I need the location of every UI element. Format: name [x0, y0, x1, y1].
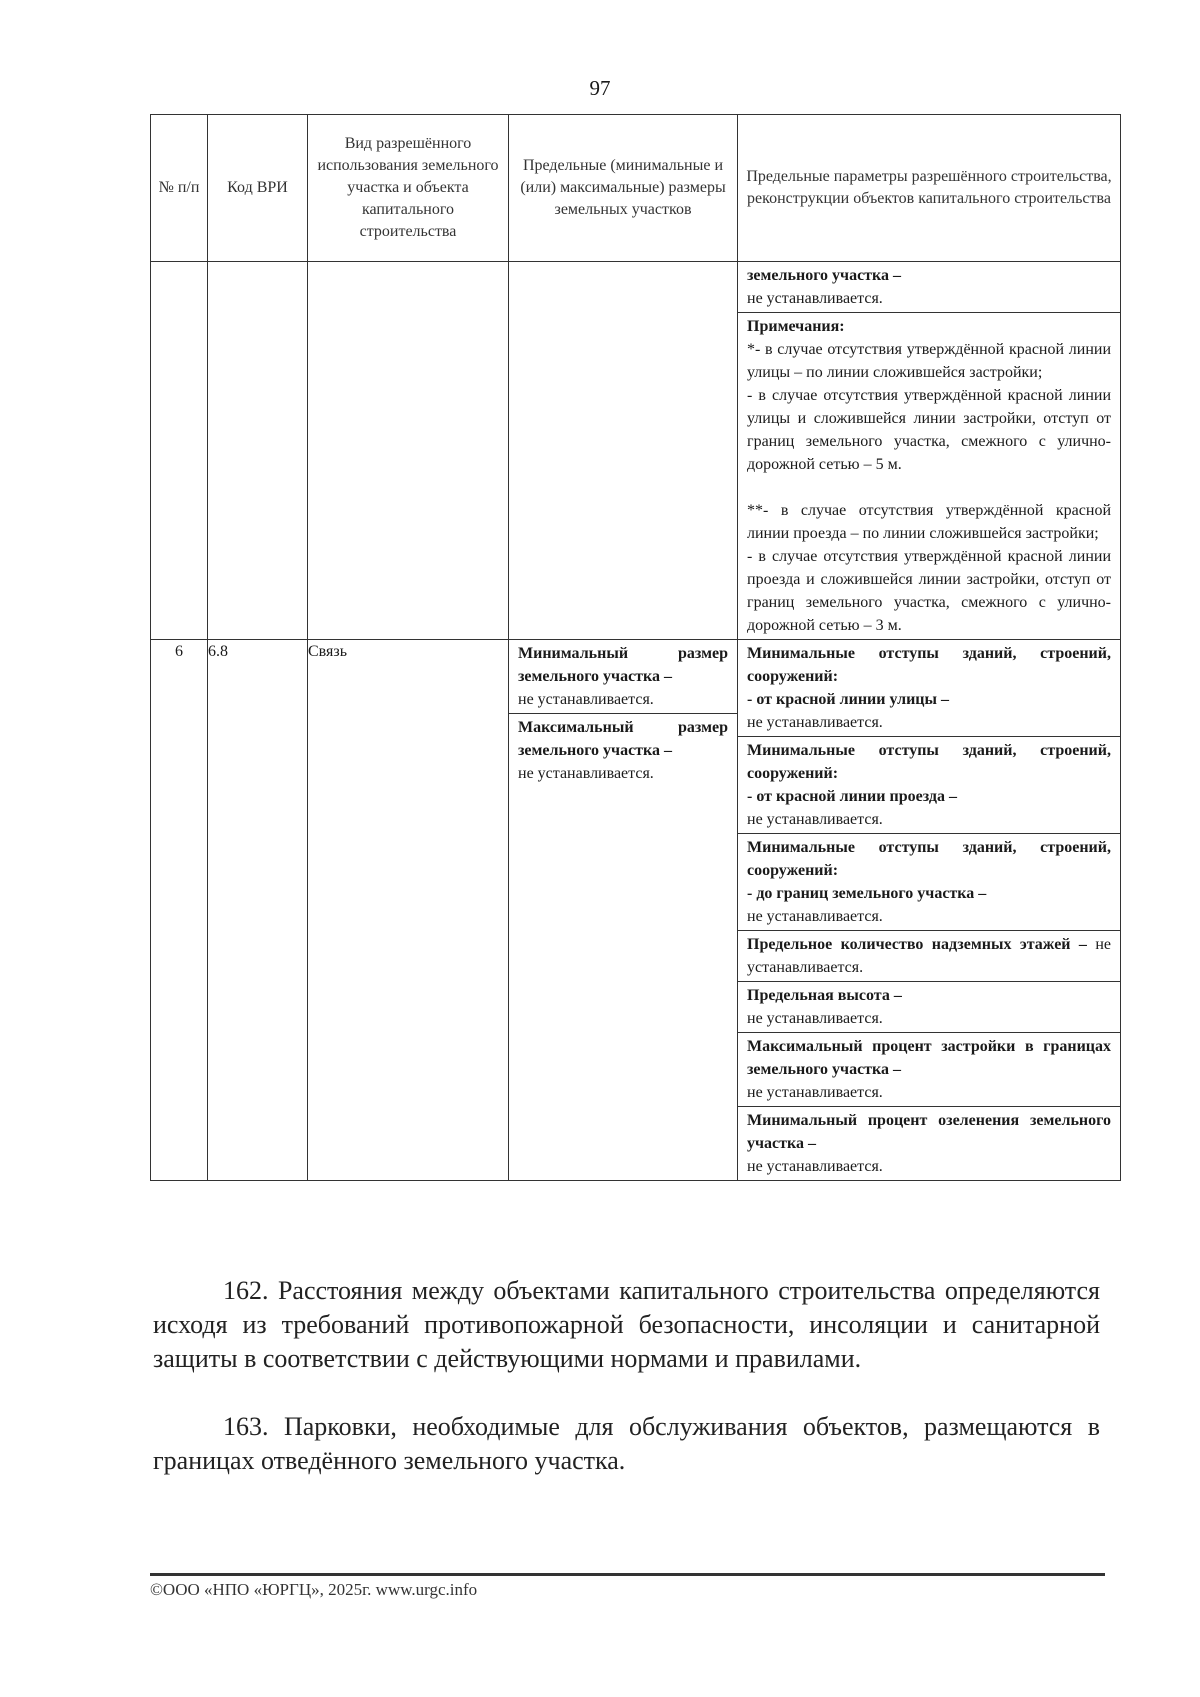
param-bold: Минимальный процент озеленения земельного участка – [747, 1112, 1111, 1152]
header-code: Код ВРИ [208, 115, 308, 262]
param-bold: Минимальные отступы зданий, строений, сооружений: [747, 839, 1111, 879]
param-block [738, 931, 1120, 982]
param-bold: Минимальные отступы зданий, строений, сооружений: [747, 742, 1111, 782]
max-size-bold: Максимальный размер земельного участка – [518, 719, 728, 759]
param-bold: Минимальные отступы зданий, строений, сооружений: [747, 645, 1111, 685]
row-params-cell [738, 640, 1121, 1181]
note-line: *- в случае отсутствия утверждённой красной линии улицы – по линии сложившейся застройки; [747, 341, 1111, 381]
note-line: - в случае отсутствия утверждённой красной линии улицы и сложившейся линии застройки, отступ от границ земельного участка, смежного с улично-дорожной сетью – 5 м. [747, 387, 1111, 473]
min-size-bold: Минимальный размер земельного участка – [518, 645, 728, 685]
param-block [738, 1107, 1120, 1180]
notes-title: Примечания: [747, 318, 845, 335]
zoning-table [150, 114, 1121, 1181]
cont-code-cell [208, 262, 308, 640]
max-size-text: не устанавливается. [518, 765, 654, 782]
min-size-block [509, 640, 737, 714]
param-bold: Предельная высота – [747, 987, 902, 1004]
max-size-block [509, 714, 737, 787]
table-row [151, 262, 1121, 640]
param-text: не устанавливается. [747, 1010, 883, 1027]
min-size-text: не устанавливается. [518, 691, 654, 708]
row-use-name: Связь [308, 640, 509, 1181]
footer-copyright: ©ООО «НПО «ЮРГЦ», 2025г. www.urgc.info [150, 1580, 478, 1599]
cont-num-cell [151, 262, 208, 640]
cont-params-cell [738, 262, 1121, 640]
param-block [738, 262, 1120, 313]
param-text: не устанавливается. [747, 1158, 883, 1175]
param-tail: не устанавливается. [747, 908, 883, 925]
notes-block [738, 313, 1120, 639]
param-text: - от красной линии улицы – [747, 691, 949, 708]
param-block [738, 737, 1120, 834]
param-tail: не устанавливается. [747, 811, 883, 828]
header-use: Вид разрешённого использования земельного участка и объекта капитального строительства [308, 115, 509, 262]
row-num: 6 [151, 640, 208, 1181]
note-line: - в случае отсутствия утверждённой красной линии проезда и сложившейся линии застройки, отступ от границ земельного участка, смежного с улично-дорожной сетью – 3 м. [747, 548, 1111, 634]
header-num: № п/п [151, 115, 208, 262]
param-bold: Максимальный процент застройки в границах земельного участка – [747, 1038, 1111, 1078]
footer-divider [150, 1573, 1105, 1576]
note-line: **- в случае отсутствия утверждённой красной линии проезда – по линии сложившейся застройки; [747, 502, 1111, 542]
row-code: 6.8 [208, 640, 308, 1181]
paragraph-163: 163. Парковки, необходимые для обслуживания объектов, размещаются в границах отведённого земельного участка. [153, 1412, 1100, 1475]
param-block [738, 982, 1120, 1033]
param-text: - от красной линии проезда – [747, 788, 957, 805]
param-text: не устанавливается. [747, 290, 883, 307]
param-block [738, 1033, 1120, 1107]
paragraph-162: 162. Расстояния между объектами капитального строительства определяются исходя из требований противопожарной безопасности, инсоляции и санитарной защиты в соответствии с действующими нормами и правилами. [153, 1276, 1100, 1373]
cont-sizes-cell [509, 262, 738, 640]
param-text: не устанавливается. [747, 1084, 883, 1101]
table-header-row [151, 115, 1121, 262]
param-text: - до границ земельного участка – [747, 885, 987, 902]
cont-use-cell [308, 262, 509, 640]
table-row [151, 640, 1121, 1181]
param-bold: Предельное количество надземных этажей – [747, 936, 1087, 953]
param-block [738, 834, 1120, 931]
header-sizes: Предельные (минимальные и (или) максимальные) размеры земельных участков [509, 115, 738, 262]
param-tail: не устанавливается. [747, 714, 883, 731]
row-sizes-cell [509, 640, 738, 1181]
param-text: не устанавливается. [747, 936, 1111, 976]
header-params: Предельные параметры разрешённого строительства, реконструкции объектов капитального строительства [738, 115, 1121, 262]
param-bold: земельного участка – [747, 267, 902, 284]
page-number: 97 [589, 76, 611, 100]
param-block [738, 640, 1120, 737]
